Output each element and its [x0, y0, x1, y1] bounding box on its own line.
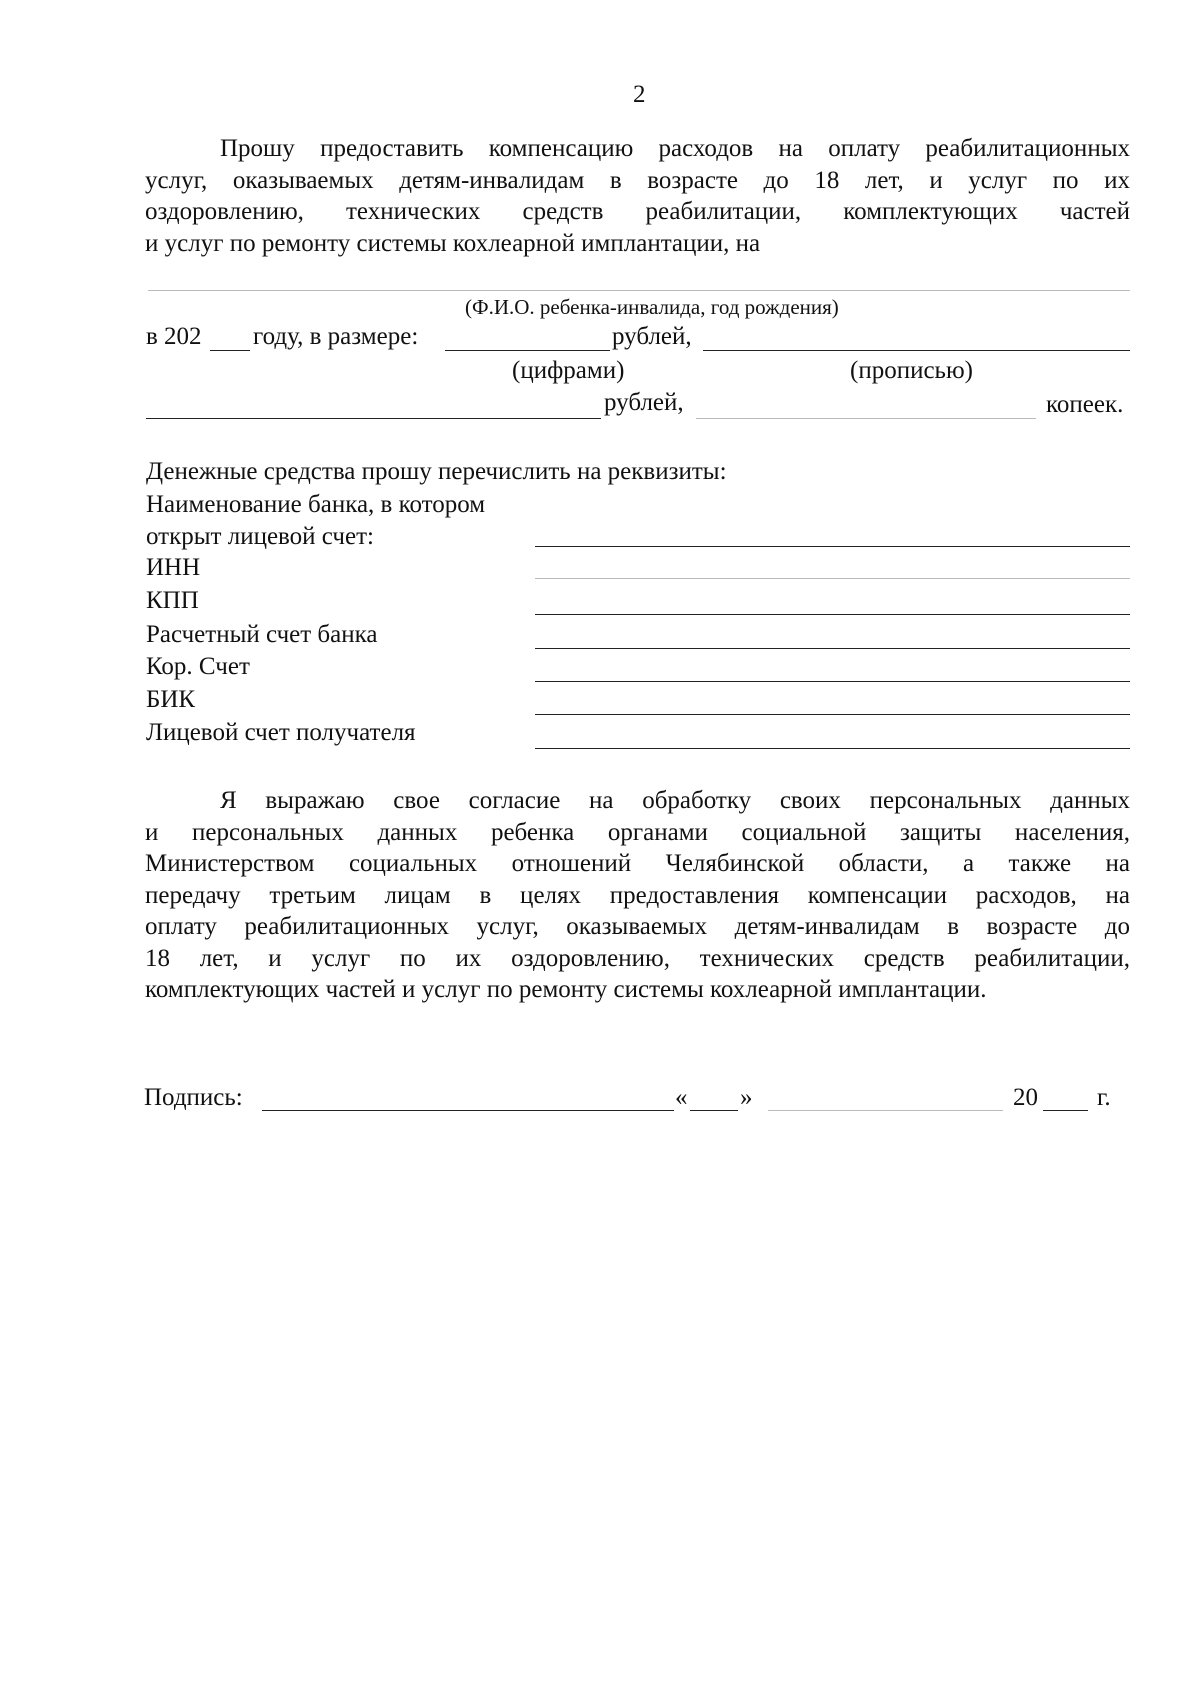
digits-caption: (цифрами) — [512, 357, 625, 384]
field-label-kpp: КПП — [146, 587, 199, 614]
settlement-account-field-line[interactable] — [535, 648, 1130, 649]
year-field-line[interactable] — [210, 350, 250, 351]
amount-words-field-line[interactable] — [703, 350, 1130, 351]
corr-account-field-line[interactable] — [535, 681, 1130, 682]
paragraph-line: и услуг по ремонту системы кохлеарной имплантации, на — [145, 229, 761, 257]
field-label-inn: ИНН — [146, 554, 201, 581]
paragraph-line: и персональных данных ребенка органами социальной защиты населения, — [145, 818, 1130, 846]
field-label-account-opened: открыт лицевой счет: — [146, 523, 374, 550]
paragraph-line: оздоровлению, технических средств реабилитации, комплектующих частей — [145, 198, 1130, 225]
inn-field-line[interactable] — [535, 578, 1130, 579]
signature-field-line[interactable] — [262, 1110, 674, 1111]
field-label-settlement-account: Расчетный счет банка — [146, 621, 378, 648]
rubles-label: рублей, — [612, 323, 692, 350]
bik-field-line[interactable] — [535, 714, 1130, 715]
child-name-field-line[interactable] — [148, 290, 1130, 291]
paragraph-line: Я выражаю свое согласие на обработку своих персональных данных — [220, 787, 1130, 814]
year-field-line-signature[interactable] — [1043, 1110, 1088, 1111]
quote-open: « — [675, 1084, 688, 1111]
paragraph-line: услуг, оказываемых детям-инвалидам в возрасте до 18 лет, и услуг по их — [145, 166, 1130, 194]
kopecks-field-line[interactable] — [696, 418, 1036, 419]
field-label-corr-account: Кор. Счет — [146, 653, 250, 680]
requisites-intro: Денежные средства прошу перечислить на реквизиты: — [146, 458, 727, 485]
paragraph-line: Прошу предоставить компенсацию расходов на оплату реабилитационных — [220, 135, 1130, 162]
year-suffix: году, в размере: — [253, 323, 419, 350]
paragraph-line: передачу третьим лицам в целях предоставления компенсации расходов, на — [145, 881, 1130, 909]
paragraph-line: оплату реабилитационных услуг, оказываемых детям-инвалидам в возрасте до — [145, 913, 1130, 940]
amount-digits-field-line[interactable] — [445, 350, 610, 351]
quote-close: » — [740, 1084, 753, 1111]
page-number: 2 — [633, 81, 646, 108]
personal-account-field-line[interactable] — [535, 748, 1130, 749]
month-field-line[interactable] — [768, 1110, 1003, 1111]
kopecks-label: копеек. — [1046, 391, 1124, 418]
year-suffix-signature: г. — [1097, 1084, 1111, 1111]
day-field-line[interactable] — [690, 1110, 738, 1111]
words-caption: (прописью) — [850, 357, 973, 384]
year-prefix-signature: 20 — [1013, 1084, 1038, 1111]
field-label-bik: БИК — [146, 686, 196, 713]
paragraph-line: Министерством социальных отношений Челябинской области, а также на — [145, 850, 1130, 877]
amount-words-second-line[interactable] — [146, 418, 601, 419]
signature-label: Подпись: — [144, 1084, 243, 1111]
paragraph-line: комплектующих частей и услуг по ремонту системы кохлеарной имплантации. — [145, 976, 987, 1003]
paragraph-line: 18 лет, и услуг по их оздоровлению, технических средств реабилитации, — [145, 944, 1130, 972]
child-name-caption: (Ф.И.О. ребенка-инвалида, год рождения) — [465, 295, 839, 319]
bank-name-field-line[interactable] — [535, 546, 1130, 547]
field-label-personal-account: Лицевой счет получателя — [146, 719, 416, 746]
consent-paragraph — [145, 785, 1130, 1006]
request-paragraph — [145, 133, 1130, 259]
year-prefix: в 202 — [146, 323, 202, 350]
bank-name-label: Наименование банка, в котором — [146, 491, 486, 518]
kpp-field-line[interactable] — [535, 614, 1130, 615]
rubles-label-2: рублей, — [604, 389, 684, 416]
